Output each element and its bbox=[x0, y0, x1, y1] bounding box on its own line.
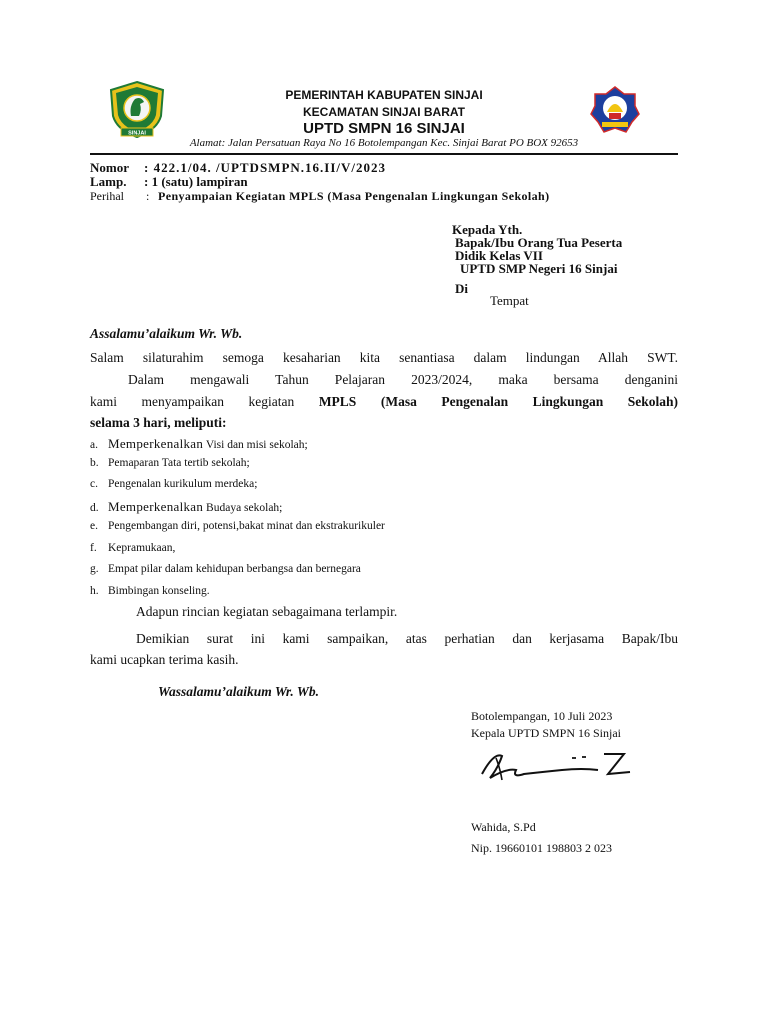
signature-nip: Nip. 19660101 198803 2 023 bbox=[471, 841, 612, 855]
mpls-emphasis: MPLS (Masa Pengenalan Lingkungan Sekolah) bbox=[318, 394, 679, 409]
activity-item bbox=[90, 436, 308, 452]
recipient-line-2: Bapak/Ibu Orang Tua Peserta bbox=[455, 235, 623, 250]
sinjai-banner-text: SINJAI bbox=[128, 130, 146, 137]
activity-item-text: Pemaparan Tata tertib sekolah; bbox=[108, 457, 250, 469]
activity-item bbox=[90, 563, 361, 575]
paragraph-1-line-2 bbox=[90, 394, 678, 410]
handwritten-signature bbox=[472, 744, 642, 786]
activity-item-text: Budaya sekolah; bbox=[203, 502, 283, 514]
activity-item bbox=[90, 478, 257, 490]
activity-item-text: Pengenalan kurikulum merdeka; bbox=[108, 478, 258, 490]
activity-item-label: a. bbox=[90, 439, 98, 451]
signature-name: Wahida, S.Pd bbox=[471, 820, 536, 834]
paragraph-3-line-2: kami ucapkan terima kasih. bbox=[90, 652, 239, 667]
school-name: UPTD SMPN 16 SINJAI bbox=[303, 120, 465, 137]
nomor-value: : 422.1/04. /UPTDSMPN.16.II/V/2023 bbox=[144, 160, 386, 175]
activity-item-text: Visi dan misi sekolah; bbox=[203, 439, 308, 451]
activity-item-label: g. bbox=[90, 563, 99, 575]
lamp-value: : 1 (satu) lampiran bbox=[144, 174, 248, 189]
paragraph-2: Adapun rincian kegiatan sebagaimana terlampir. bbox=[136, 604, 398, 619]
recipient-line-3: Didik Kelas VII bbox=[455, 248, 543, 263]
greeting: Assalamu’alaikum Wr. Wb. bbox=[90, 326, 243, 341]
nomor-label: Nomor bbox=[90, 160, 129, 175]
paragraph-1-line-2-text: kami menyampaikan kegiatan bbox=[90, 394, 295, 409]
lamp-label: Lamp. bbox=[90, 174, 127, 189]
activity-item-label: e. bbox=[90, 520, 98, 532]
activity-item-label: c. bbox=[90, 478, 98, 490]
recipient-place: Tempat bbox=[490, 293, 529, 308]
activity-item-emphasis: Memperkenalkan bbox=[108, 499, 204, 514]
activity-item-text: Kepramukaan, bbox=[108, 542, 176, 554]
activity-item-label: f. bbox=[90, 542, 97, 554]
activity-item-text: Bimbingan konseling. bbox=[108, 585, 210, 597]
recipient-di: Di bbox=[455, 281, 468, 296]
recipient-greeting: Kepada Yth. bbox=[452, 222, 523, 237]
activity-item-emphasis: Memperkenalkan bbox=[108, 436, 204, 451]
activity-item bbox=[90, 585, 210, 597]
government-name: PEMERINTAH KABUPATEN SINJAI bbox=[285, 88, 483, 102]
paragraph-3-line-1: Demikian surat ini kami sampaikan, atas perhatian dan kerjasama Bapak/Ibu bbox=[136, 631, 678, 646]
activity-item-label: d. bbox=[90, 502, 99, 514]
letterhead-divider bbox=[90, 153, 678, 155]
perihal-colon: : bbox=[146, 189, 150, 203]
signature-position: Kepala UPTD SMPN 16 Sinjai bbox=[471, 726, 621, 740]
paragraph-1-line-1: Dalam mengawali Tahun Pelajaran 2023/2024, maka bersama denganini bbox=[128, 372, 678, 387]
activity-item-label: h. bbox=[90, 585, 99, 597]
perihal-value: Penyampaian Kegiatan MPLS (Masa Pengenalan Lingkungan Sekolah) bbox=[158, 189, 550, 203]
salam-line: Salam silaturahim semoga kesaharian kita senantiasa dalam lindungan Allah SWT. bbox=[90, 350, 678, 365]
school-address: Alamat: Jalan Persatuan Raya No 16 Botolempangan Kec. Sinjai Barat PO BOX 92653 bbox=[189, 137, 579, 149]
district-name: KECAMATAN SINJAI BARAT bbox=[303, 105, 465, 119]
recipient-line-4: UPTD SMP Negeri 16 Sinjai bbox=[460, 261, 618, 276]
activity-item-text: Pengembangan diri, potensi,bakat minat dan ekstrakurikuler bbox=[108, 520, 385, 532]
perihal-label: Perihal bbox=[90, 189, 124, 203]
activity-item-text: Empat pilar dalam kehidupan berbangsa dan bernegara bbox=[108, 563, 361, 575]
closing-greeting: Wassalamu’alaikum Wr. Wb. bbox=[158, 684, 320, 699]
activity-item bbox=[90, 499, 282, 515]
paragraph-1-line-3: selama 3 hari, meliputi: bbox=[90, 415, 227, 430]
signature-place-date: Botolempangan, 10 Juli 2023 bbox=[471, 709, 613, 723]
activity-item bbox=[90, 542, 175, 554]
activity-item-label: b. bbox=[90, 457, 99, 469]
activity-item bbox=[90, 457, 250, 469]
activity-item bbox=[90, 520, 385, 532]
